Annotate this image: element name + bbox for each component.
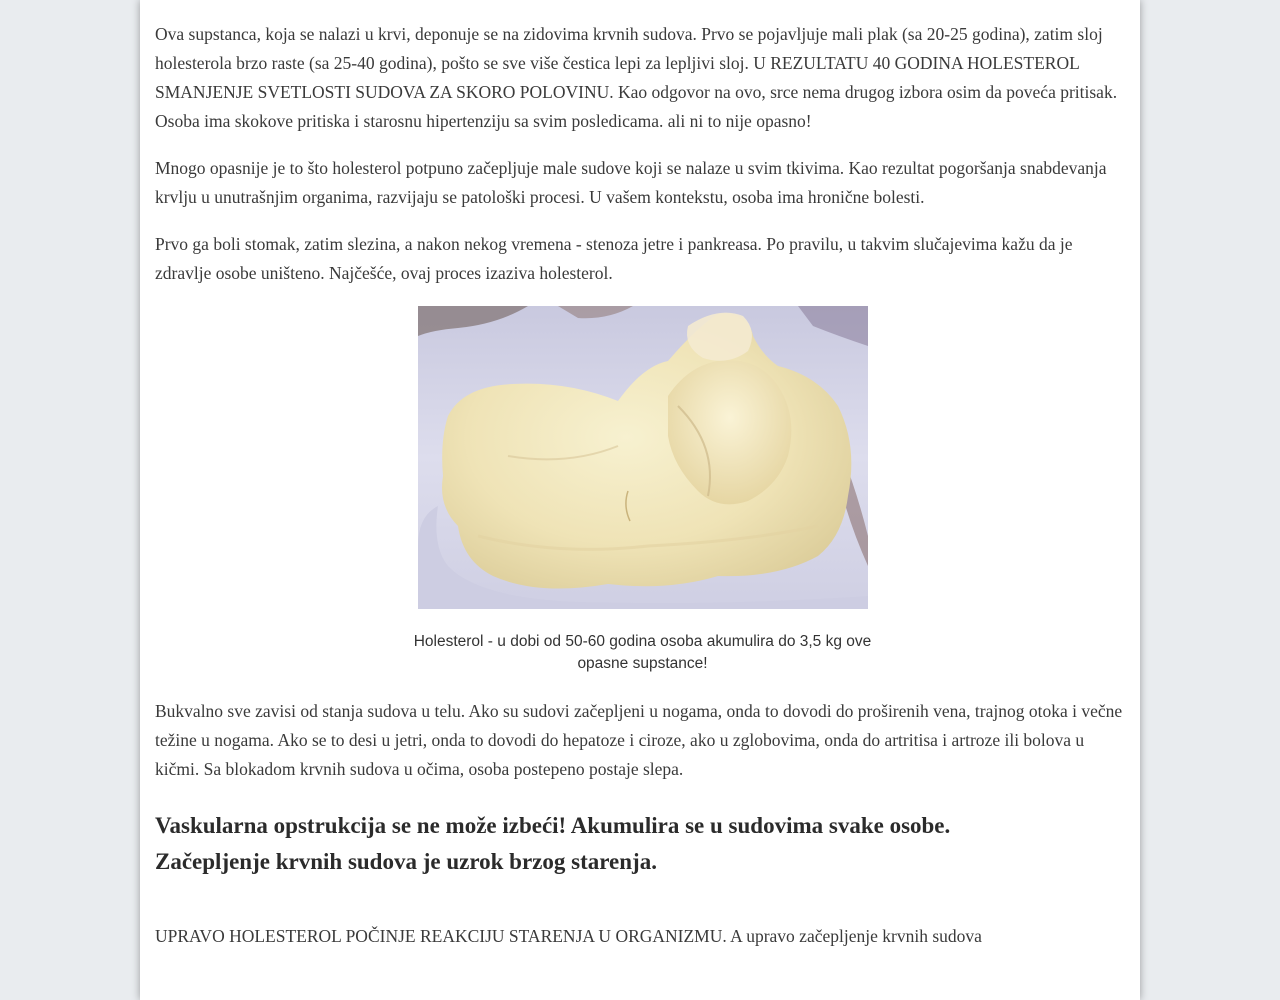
article-content — [155, 20, 1130, 969]
figure-caption — [403, 631, 883, 675]
article-paragraph-3: Prvo ga boli stomak, zatim slezina, a nakon nekog vremena - stenoza jetre i pankreasa. Po pravilu, u takvim slučajevima kažu da je zdravlje osobe uništeno. Najčešće, ovaj proces izaziva holesterol. — [155, 234, 1073, 283]
article-figure — [155, 306, 1130, 675]
figure-caption-line-1: Holesterol - u dobi od 50-60 godina osoba akumulira do 3,5 kg ove — [413, 633, 872, 650]
section-heading — [155, 808, 1130, 880]
article-paragraph-4: Bukvalno sve zavisi od stanja sudova u telu. Ako su sudovi začepljeni u nogama, onda to dovodi do proširenih vena, trajnog otoka i večne težine u nogama. Ako se to desi u jetri, onda to dovodi do hepatoze i ciroze, ako u zglobovima, onda do artritisa i artroze ili bolova u kičmi. Sa blokadom krvnih sudova u očima, osoba postepeno postaje slepa. — [155, 701, 1123, 779]
article-paragraph-5: UPRAVO HOLESTEROL POČINJE REAKCIJU STARENJA U ORGANIZMU. A upravo začepljenje krvnih sudova — [155, 926, 982, 946]
section-heading-line-1: Vaskularna opstrukcija se ne može izbeći! Akumulira se u sudovima svake osobe. — [155, 813, 951, 838]
article-page — [140, 0, 1140, 1000]
article-paragraph-2: Mnogo opasnije je to što holesterol potpuno začepljuje male sudove koji se nalaze u svim tkivima. Kao rezultat pogoršanja snabdevanja krvlju u unutrašnjim organima, razvijaju se patološki procesi. U vašem kontekstu, osoba ima hronične bolesti. — [155, 158, 1107, 207]
figure-caption-line-2: opasne supstance! — [577, 655, 708, 672]
section-heading-line-2: Začepljenje krvnih sudova je uzrok brzog starenja. — [155, 849, 657, 874]
cholesterol-deposit-photo — [418, 306, 868, 609]
article-paragraph-1: Ova supstanca, koja se nalazi u krvi, deponuje se na zidovima krvnih sudova. Prvo se pojavljuje mali plak (sa 20-25 godina), zatim sloj holesterola brzo raste (sa 25-40 godina), pošto se sve više čestica lepi za lepljivi sloj. U REZULTATU 40 GODINA HOLESTEROL SMANJENJE SVETLOSTI SUDOVA ZA SKORO POLOVINU. Kao odgovor na ovo, srce nema drugog izbora osim da poveća pritisak. Osoba ima skokove pritiska i starosnu hipertenziju sa svim posledicama. ali ni to nije opasno! — [155, 24, 1118, 131]
